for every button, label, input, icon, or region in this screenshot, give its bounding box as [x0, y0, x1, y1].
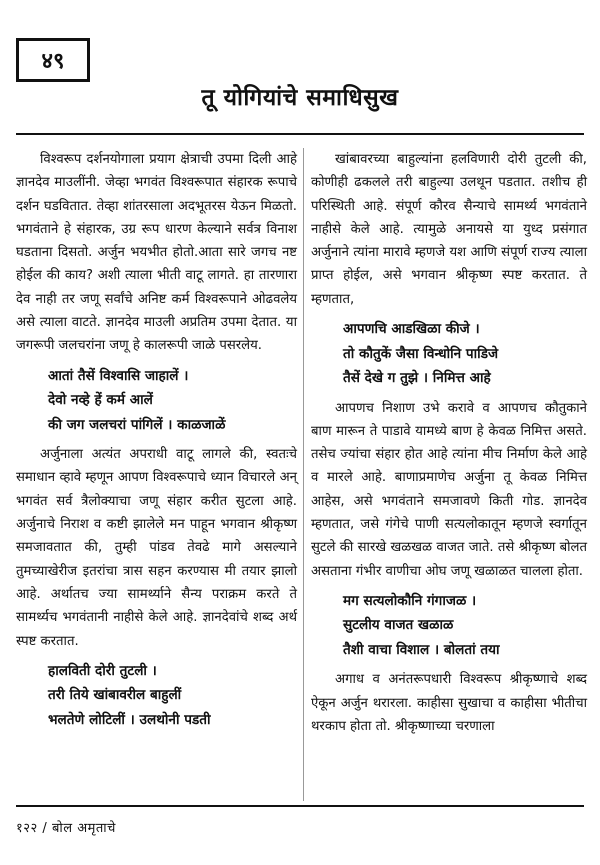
column-divider — [303, 148, 304, 801]
right-verse-2 — [311, 589, 587, 663]
right-column — [311, 148, 587, 738]
verse-line: तो कौतुकें जैसा विन्धोनि पाडिजे — [343, 345, 499, 362]
footer-separator: / — [42, 821, 48, 836]
verse-line: तैसें देखे ग तुझे । निमित्त आहे — [343, 370, 491, 387]
right-paragraph-1: खांबावरच्या बाहुल्यांना हलविणारी दोरी तुटली की, कोणीही ढकलले तरी बाहुल्या उलथून पडतात. तशीच ही परिस्थिती आहे. संपूर्ण कौरव सैन्याचे सामर्थ्य भगवंताने नाहीसे केले आहे. त्यामुळे अनायसे या युध्द प्रसंगात अर्जुनाने त्यांना मारावे म्हणजे यश आणि संपूर्ण राज्य त्याला प्राप्त होईल, असे भगवान श्रीकृष्ण स्पष्ट करतात. ते म्हणतात, — [311, 152, 587, 307]
footer-rule — [16, 805, 584, 807]
verse-line: देवो नव्हे हें कर्म आलें — [48, 392, 153, 409]
left-verse-2 — [16, 659, 297, 733]
verse-line: आपणचि आडखिळा कीजे । — [343, 321, 480, 338]
verse-line: हालविती दोरी तुटली । — [48, 662, 157, 679]
right-paragraph-3: अगाध व अनंतरूपधारी विश्वरूप श्रीकृष्णाचे शब्द ऐकून अर्जुन थरारला. काहीसा सुखाचा व काहीसा भीतीचा थरकाप होता तो. श्रीकृष्णाच्या चरणाला — [311, 672, 587, 735]
right-paragraph-2: आपणच निशाण उभे करावे व आपणच कौतुकाने बाण मारून ते पाडावे यामध्ये बाण हे केवळ निमित्त असते. तसेच ज्यांचा संहार होत आहे त्यांना मीच निर्माण केले आहे व मारले आहे. बाणाप्रमाणेच अर्जुना तू केवळ निमित्त आहेस, असे भगवंताने समजावणे किती गोड. ज्ञानदेव म्हणतात, जसे गंगेचे पाणी सत्यलोकातून म्हणजे स्वर्गातून सुटले की सारखे खळखळ वाजत जाते. तसे श्रीकृष्ण बोलत असताना गंभीर वाणीचा ओघ जणू खळाळत चालला होता. — [311, 400, 587, 579]
left-column — [16, 148, 297, 738]
left-paragraph-2: अर्जुनाला अत्यंत अपराधी वाटू लागले की, स्वतःचे समाधान व्हावे म्हणून आपण विश्वरूपाचे ध्यान विचारले अन् भगवंत सर्व त्रैलोक्याचा जणू संहार करीत सुटला आहे. अर्जुनाचे निराश व कष्टी झालेले मन पाहून भगवान श्रीकृष्ण समजावतात की, तुम्ही पांडव तेवढे मागे असल्याने तुमच्याखेरीज इतरांचा त्रास सहन करण्यास मी तयार झालो आहे. अर्थातच ज्या सामर्थ्याने सैन्य पराक्रम करते ते सामर्थ्यच भगवंतानी नाहीसे केले आहे. ज्ञानदेवांचे शब्द अर्थ स्पष्ट करतात. — [16, 447, 297, 649]
chapter-title: तू योगियांचे समाधिसुख — [201, 85, 399, 111]
verse-line: तरी तिये खांबावरील बाहुलीं — [48, 687, 182, 704]
chapter-number-box — [16, 38, 90, 82]
right-verse-1 — [311, 317, 587, 391]
verse-line: तैशी वाचा विशाल । बोलतां तया — [343, 641, 500, 658]
left-verse-1 — [16, 364, 297, 438]
page-number: १२२ — [16, 821, 38, 836]
verse-line: की जग जलचरां पांगिलें । काळजाळें — [48, 416, 226, 433]
book-title: बोल अमृताचे — [51, 821, 116, 836]
header-rule — [16, 133, 584, 135]
page-footer — [16, 818, 116, 836]
verse-line: मग सत्यलोकौनि गंगाजळ । — [343, 592, 477, 609]
verse-line: सुटलीय वाजत खळाळ — [343, 617, 454, 634]
left-paragraph-1: विश्वरूप दर्शनयोगाला प्रयाग क्षेत्राची उपमा दिली आहे ज्ञानदेव माउलींनी. जेव्हा भगवंत विश्वरूपात संहारक रूपाचे दर्शन घडवितात. तेव्हा शांतरसाला अदभूतरस येऊन मिळतो. भगवंताने हे संहारक, उग्र रूप धारण केल्याने सर्वत्र विनाश घडताना दिसतो. अर्जुन भयभीत होतो.आता सारे जगच नष्ट होईल की काय? अशी त्याला भीती वाटू लागते. हा तारणारा देव नाही तर जणू सर्वांचे अनिष्ट कर्म विश्वरूपाने ओढवलेय असे त्याला वाटते. ज्ञानदेव माउली अप्रतिम उपमा देतात. या जगरूपी जलचरांना जणू हे कालरूपी जाळे पसरलेय. — [16, 152, 297, 354]
verse-line: आतां तैसें विश्वासि जाहालें । — [48, 367, 189, 384]
chapter-number: ४९ — [41, 49, 65, 74]
verse-line: भलतेणे लोटिलीं । उलथोनी पडती — [48, 711, 211, 728]
